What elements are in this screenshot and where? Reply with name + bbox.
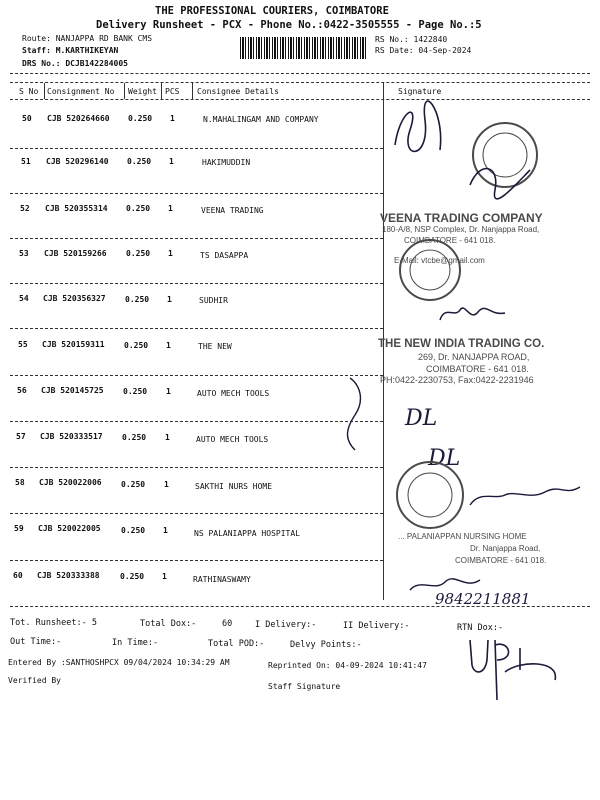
row-consignee: HAKIMUDDIN xyxy=(202,158,251,167)
row-sno: 58 xyxy=(15,478,25,487)
row-pcs: 1 xyxy=(165,433,170,442)
company-title: THE PROFESSIONAL COURIERS, COIMBATORE xyxy=(155,5,389,17)
reprinted-on: Reprinted On: 04-09-2024 10:41:47 xyxy=(268,661,427,670)
nursing-stamp-city: COIMBATORE - 641 018. xyxy=(455,556,547,565)
column-consignee: Consignee Details xyxy=(197,87,279,96)
row-pcs: 1 xyxy=(168,249,173,258)
row-weight: 0.250 xyxy=(127,157,152,166)
column-weight: Weight xyxy=(128,87,157,96)
row-weight: 0.250 xyxy=(124,341,149,350)
newindia-stamp-phone: PH:0422-2230753, Fax:0422-2231946 xyxy=(380,375,534,385)
row-pcs: 1 xyxy=(166,387,171,396)
rs-date: RS Date: 04-Sep-2024 xyxy=(375,46,472,55)
total-pod-label: Total POD:- xyxy=(208,639,265,649)
column-consignment: Consignment No xyxy=(47,87,115,96)
row-pcs: 1 xyxy=(167,295,172,304)
total-dox-value: 60 xyxy=(222,619,233,629)
row-consignment: CJB 520333517 xyxy=(40,432,103,441)
signature-long-stroke xyxy=(348,378,361,450)
handwritten-phone-number: 9842211881 xyxy=(435,590,531,608)
nursing-stamp-address: Dr. Nanjappa Road, xyxy=(470,544,541,553)
row-weight: 0.250 xyxy=(121,526,146,535)
row-sno: 56 xyxy=(17,386,27,395)
dl-mark-row57: DL xyxy=(428,446,461,471)
row-sno: 51 xyxy=(21,157,31,166)
rtn-dox-label: RTN Dox:- xyxy=(457,623,504,633)
row-pcs: 1 xyxy=(170,114,175,123)
row-sno: 53 xyxy=(19,249,29,258)
row-consignment: CJB 520356327 xyxy=(43,294,106,303)
row-pcs: 1 xyxy=(168,204,173,213)
row-consignment: CJB 520355314 xyxy=(45,204,108,213)
veena-stamp-name: VEENA TRADING COMPANY xyxy=(380,211,543,225)
staff-label: Staff: M.KARTHIKEYAN xyxy=(22,46,119,55)
in-time-label: In Time:- xyxy=(112,638,159,648)
second-delivery-label: II Delivery:- xyxy=(343,621,410,631)
row-weight: 0.250 xyxy=(122,433,147,442)
row-sno: 55 xyxy=(18,340,28,349)
row-pcs: 1 xyxy=(164,480,169,489)
row-consignee: THE NEW xyxy=(198,342,232,351)
row-weight: 0.250 xyxy=(125,295,150,304)
row-consignee: SAKTHI NURS HOME xyxy=(195,482,273,491)
first-delivery-label: I Delivery:- xyxy=(255,620,317,630)
row-weight: 0.250 xyxy=(126,249,151,258)
row-pcs: 1 xyxy=(169,157,174,166)
row-weight: 0.250 xyxy=(123,387,148,396)
row-consignment: CJB 520333388 xyxy=(37,571,100,580)
veena-stamp-city: COIMBATORE - 641 018. xyxy=(404,236,496,245)
signature-scribble-row60 xyxy=(410,579,480,590)
row-weight: 0.250 xyxy=(120,572,145,581)
staff-signature-label: Staff Signature xyxy=(268,682,341,691)
row-consignment: CJB 520145725 xyxy=(41,386,104,395)
row-sno: 59 xyxy=(14,524,24,533)
newindia-stamp-address: 269, Dr. NANJAPPA ROAD, xyxy=(418,352,530,362)
runsheet-subtitle: Delivery Runsheet - PCX - Phone No.:0422-3505555 - Page No.:5 xyxy=(96,19,482,31)
signature-scribble-row50 xyxy=(395,101,441,151)
entered-by: Entered By :SANTHOSHPCX 09/04/2024 10:34:29 AM xyxy=(8,658,230,667)
drs-number: DRS No.: DCJB142284005 xyxy=(22,59,128,68)
row-weight: 0.250 xyxy=(126,204,151,213)
row-consignment: CJB 520296140 xyxy=(46,157,109,166)
signature-scribble-row58 xyxy=(470,487,580,505)
row-consignee: RATHINASWAMY xyxy=(193,575,251,584)
row-consignee: AUTO MECH TOOLS xyxy=(197,389,270,398)
verified-by: Verified By xyxy=(8,676,61,685)
row-weight: 0.250 xyxy=(128,114,153,123)
row-pcs: 1 xyxy=(163,526,168,535)
signature-scribble-row54 xyxy=(440,308,505,320)
row-consignee: TS DASAPPA xyxy=(200,251,249,260)
row-sno: 57 xyxy=(16,432,26,441)
hospital-round-seal xyxy=(397,462,463,528)
company-seal-stamp xyxy=(473,123,537,187)
row-consignment: CJB 520264660 xyxy=(47,114,110,123)
veena-stamp-email: E-Mail: vtcbe@gmail.com xyxy=(394,256,485,265)
dl-mark-row56: DL xyxy=(405,406,438,431)
column-signature: Signature xyxy=(398,87,442,96)
row-consignment: CJB 520022005 xyxy=(38,524,101,533)
row-consignee: N.MAHALINGAM AND COMPANY xyxy=(203,115,319,124)
rs-number: RS No.: 1422840 xyxy=(375,35,448,44)
row-consignee: SUDHIR xyxy=(199,296,228,305)
veena-stamp-address: 180-A/8, NSP Complex, Dr. Nanjappa Road, xyxy=(382,225,540,234)
row-consignment: CJB 520159266 xyxy=(44,249,107,258)
row-sno: 54 xyxy=(19,294,29,303)
staff-initials-signature xyxy=(470,640,555,700)
row-sno: 60 xyxy=(13,571,23,580)
column-pcs: PCS xyxy=(165,87,180,96)
row-pcs: 1 xyxy=(166,341,171,350)
row-consignee: NS PALANIAPPA HOSPITAL xyxy=(194,529,300,538)
nursing-stamp-name: ... PALANIAPPAN NURSING HOME xyxy=(398,532,527,541)
out-time-label: Out Time:- xyxy=(10,637,62,647)
row-sno: 50 xyxy=(22,114,32,123)
row-consignee: VEENA TRADING xyxy=(201,206,264,215)
row-weight: 0.250 xyxy=(121,480,146,489)
row-pcs: 1 xyxy=(162,572,167,581)
newindia-stamp-city: COIMBATORE - 641 018. xyxy=(426,364,529,374)
total-dox-label: Total Dox:- xyxy=(140,619,197,629)
total-runsheet: Tot. Runsheet:- 5 xyxy=(10,618,97,628)
row-consignee: AUTO MECH TOOLS xyxy=(196,435,269,444)
row-consignment: CJB 520159311 xyxy=(42,340,105,349)
veena-round-seal xyxy=(400,240,460,300)
newindia-stamp-name: THE NEW INDIA TRADING CO. xyxy=(378,338,545,350)
row-sno: 52 xyxy=(20,204,30,213)
delivery-points-label: Delvy Points:- xyxy=(290,640,362,650)
row-consignment: CJB 520022006 xyxy=(39,478,102,487)
route-label: Route: NANJAPPA RD BANK CMS xyxy=(22,34,153,43)
column-sno: S No xyxy=(19,87,39,96)
